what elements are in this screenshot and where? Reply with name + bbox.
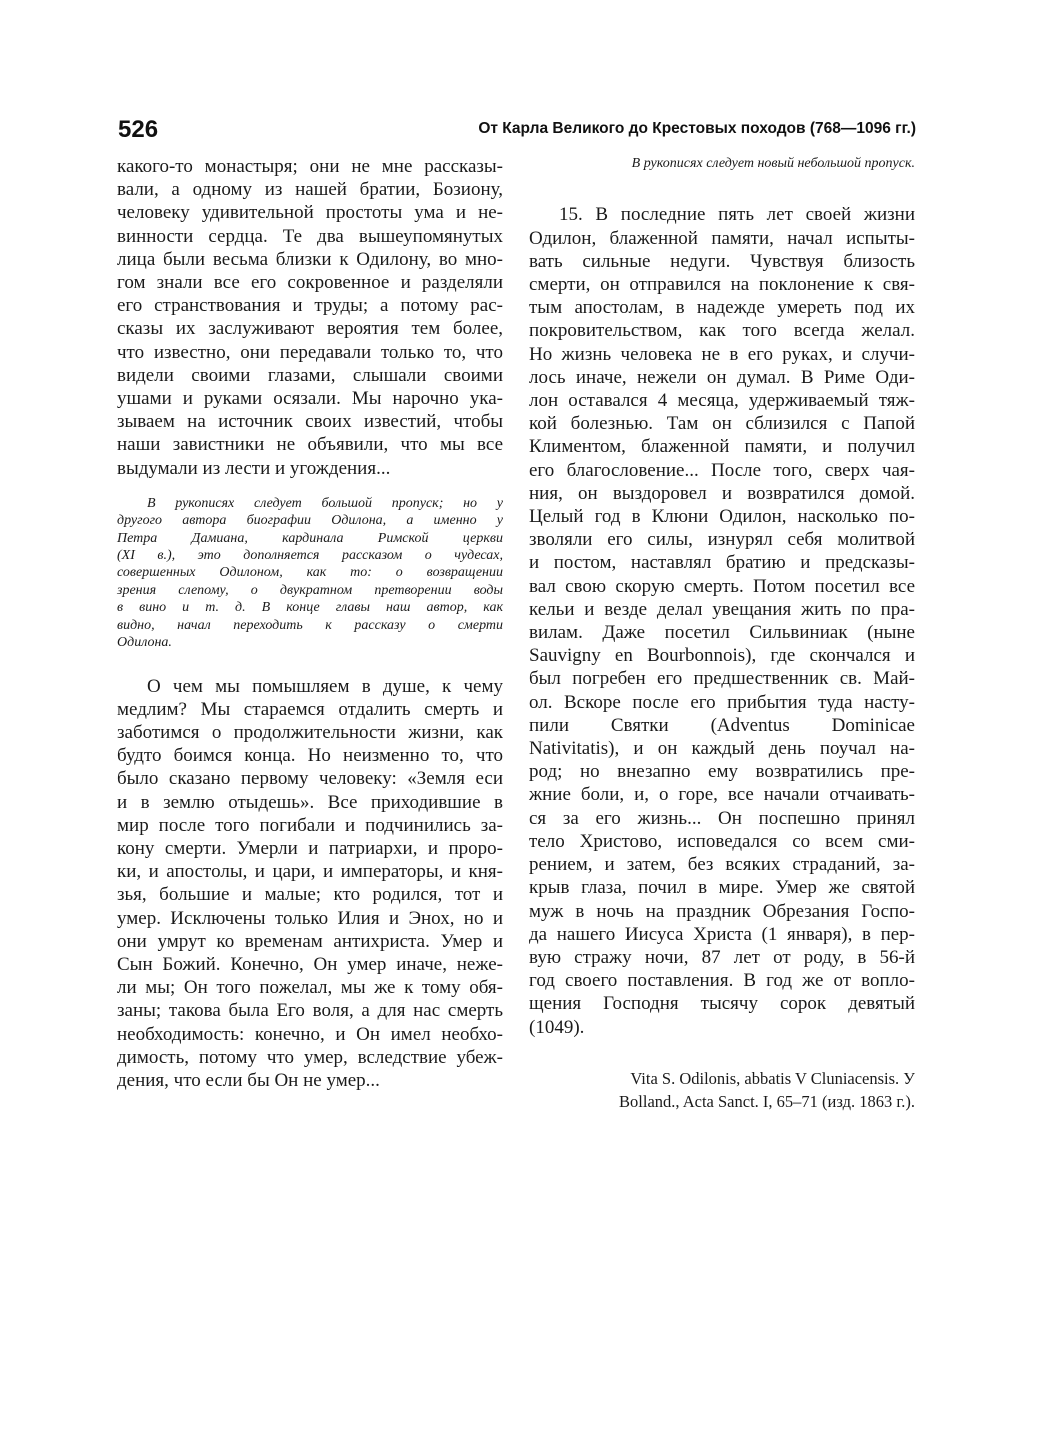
note-line: другого автора биографии Одилона, а именно у bbox=[117, 513, 503, 529]
right-column bbox=[529, 155, 915, 1113]
editor-note-small-gap bbox=[529, 155, 915, 172]
text-line: 15. В последние пять лет своей жизни bbox=[559, 204, 915, 226]
text-line: гом знали все его сокровенное и разделяли bbox=[117, 272, 503, 294]
text-line: будто боимся конца. Но неизменно то, что bbox=[117, 745, 503, 767]
text-line: Сын Божий. Конечно, Он умер иначе, неже- bbox=[117, 953, 503, 975]
text-line: покровительством, как того всегда желал. bbox=[529, 320, 915, 342]
text-line: что известно, они передавали только то, что bbox=[117, 341, 503, 363]
text-line: Целый год в Клюни Одилон, насколько по- bbox=[529, 506, 915, 528]
text-line: мир после того погибали и подчинились за- bbox=[117, 814, 503, 836]
text-line: было сказано первому человеку: «Земля еси bbox=[117, 768, 503, 790]
text-line: заны; такова была Его воля, а для нас смерть bbox=[117, 1000, 503, 1022]
text-line: щения Господня тысячу сорок девятый bbox=[529, 993, 915, 1015]
text-line: кону смерти. Умерли и патриархи, и проро- bbox=[117, 837, 503, 859]
text-line: муж в ночь на праздник Обрезания Госпо- bbox=[529, 900, 915, 922]
text-line: ся за его жизнь... Он поспешно принял bbox=[529, 807, 915, 829]
note-line: Петра Дамиана, кардинала Римской церкви bbox=[117, 530, 503, 546]
text-line: вую стражу ночи, 87 лет от роду, в 56-й bbox=[529, 946, 915, 968]
text-line: медлим? Мы стараемся отдалить смерть и bbox=[117, 698, 503, 720]
paragraph-continuation bbox=[117, 155, 503, 480]
text-line: жние боли, и, о горе, все начали отчаивать- bbox=[529, 784, 915, 806]
text-line: димость, потому что умер, вследствие убеж- bbox=[117, 1046, 503, 1068]
text-line: ки, и апостолы, и цари, и императоры, и кня- bbox=[117, 861, 503, 883]
text-line: умер. Исключены только Илия и Энох, но и bbox=[117, 907, 503, 929]
text-line: кельи и везде делал увещания жить по пра- bbox=[529, 598, 915, 620]
text-line: какого-то монастыря; они не мне рассказы- bbox=[117, 156, 503, 177]
text-line: ол. Вскоре после его прибытия туда насту- bbox=[529, 691, 915, 713]
citation-line: Vita S. Odilonis, abbatis V Cluniacensis. У bbox=[630, 1068, 915, 1088]
text-line: лица были весьма близки к Одилону, во мно- bbox=[117, 248, 503, 270]
note-line: (XI в.), это дополняется рассказом о чудесах, bbox=[117, 548, 503, 564]
text-line: зья, большие и малые; кто родился, тот и bbox=[117, 884, 503, 906]
text-line: вать сильные недуги. Чувствуя близость bbox=[529, 250, 915, 272]
note-line: в вино и т. д. В конце главы наш автор, как bbox=[117, 600, 503, 616]
text-line: видели своими глазами, слышали своими bbox=[117, 364, 503, 386]
text-line: крыв глаза, почил в мире. Умер же святой bbox=[529, 877, 915, 899]
text-line: зволяли его силы, изнурял себя молитвой bbox=[529, 529, 915, 551]
text-line: они умрут ко временам антихриста. Умер и bbox=[117, 930, 503, 952]
text-line: ния, он выздоровел и возвратился домой. bbox=[529, 482, 915, 504]
text-line: О чем мы помышляем в душе, к чему bbox=[147, 675, 503, 697]
text-line: выдумали из лести и угождения... bbox=[117, 457, 391, 479]
note-line: совершенных Одилоном, как то: о возвращении bbox=[117, 565, 503, 581]
text-line: вал свою скорую смерть. Потом посетил все bbox=[529, 575, 915, 597]
note-line: Одилона. bbox=[117, 635, 172, 651]
running-title: От Карла Великого до Крестовых походов (768—1096 гг.) bbox=[478, 120, 916, 137]
citation-line: Bolland., Acta Sanct. I, 65–71 (изд. 1863 г.). bbox=[619, 1091, 915, 1111]
note-line: видно, начал переходить к рассказу о смерти bbox=[117, 617, 503, 633]
text-line: (1049). bbox=[529, 1016, 585, 1038]
text-line: Но жизнь человека не в его руках, и случи- bbox=[529, 343, 915, 365]
text-line: Одилон, блаженной памяти, начал испыты- bbox=[529, 227, 915, 249]
text-line: Nativitatis), и он каждый день поучал на- bbox=[529, 738, 915, 760]
text-line: вилам. Даже посетил Сильвиниак (ныне bbox=[529, 622, 915, 644]
page-number: 526 bbox=[118, 116, 159, 143]
text-line: необходимость: конечно, и Он имел необхо- bbox=[117, 1023, 503, 1045]
text-line: Sauvigny en Bourbonnois), где скончался и bbox=[529, 645, 915, 667]
text-line: ушами и руками осязали. Мы нарочно ука- bbox=[117, 388, 503, 410]
source-citation bbox=[529, 1067, 915, 1113]
text-line: рением, и затем, без всяких страданий, за- bbox=[529, 854, 915, 876]
text-line: его странствования и труды; а потому рас- bbox=[117, 295, 503, 317]
text-line: и постом, наставлял братию и предсказы- bbox=[529, 552, 915, 574]
text-line: тело Христово, исповедался со всем сми- bbox=[529, 830, 915, 852]
note-line: В рукописях следует новый небольшой пропуск. bbox=[631, 156, 915, 171]
text-line: был погребен его предшественник св. Май- bbox=[529, 668, 915, 690]
text-line: его благословение... После того, сверх чая- bbox=[529, 459, 915, 481]
text-line: тым апостолам, в надежде умереть под их bbox=[529, 297, 915, 319]
text-line: лон оставался 4 месяца, удерживаемый тяж- bbox=[529, 390, 915, 412]
text-line: да нашего Иисуса Христа (1 января), в пер- bbox=[529, 923, 915, 945]
left-column bbox=[117, 155, 503, 1092]
text-line: сказы их заслуживают вероятия тем более, bbox=[117, 318, 503, 340]
text-line: год своего поставления. В год же от вопло- bbox=[529, 970, 915, 992]
text-line: и в землю отыдешь». Все приходившие в bbox=[117, 791, 503, 813]
paragraph-15 bbox=[529, 203, 915, 1038]
text-line: пили Святки (Adventus Dominicae bbox=[529, 714, 915, 736]
note-line: зрения слепому, о двукратном претворении воды bbox=[117, 582, 503, 598]
text-line: кой болезнью. Там он сблизился с Папой bbox=[529, 413, 915, 435]
text-line: Климентом, блаженной памяти, и получил bbox=[529, 436, 915, 458]
text-line: смерти, он отправился на поклонение к свя- bbox=[529, 274, 915, 296]
note-line: В рукописях следует большой пропуск; но у bbox=[147, 495, 503, 511]
text-line: винности сердца. Те два вышеупомянутых bbox=[117, 225, 503, 247]
editor-note bbox=[117, 495, 503, 652]
text-line: вали, а одному из нашей братии, Бозиону, bbox=[117, 179, 503, 201]
text-line: наши завистники не объявили, что мы все bbox=[117, 434, 503, 456]
text-line: зываем на источник своих известий, чтобы bbox=[117, 411, 503, 433]
text-line: заботимся о продолжительности жизни, как bbox=[117, 721, 503, 743]
text-line: лось иначе, нежели он думал. В Риме Оди- bbox=[529, 366, 915, 388]
text-line: ли мы; Он того пожелал, мы же к тому обя- bbox=[117, 977, 503, 999]
text-line: человеку удивительной простоты ума и не- bbox=[117, 202, 503, 224]
text-line: дения, что если бы Он не умер... bbox=[117, 1069, 380, 1091]
paragraph-death-reflection bbox=[117, 675, 503, 1093]
text-line: род; но внезапно ему возвратились пре- bbox=[529, 761, 915, 783]
